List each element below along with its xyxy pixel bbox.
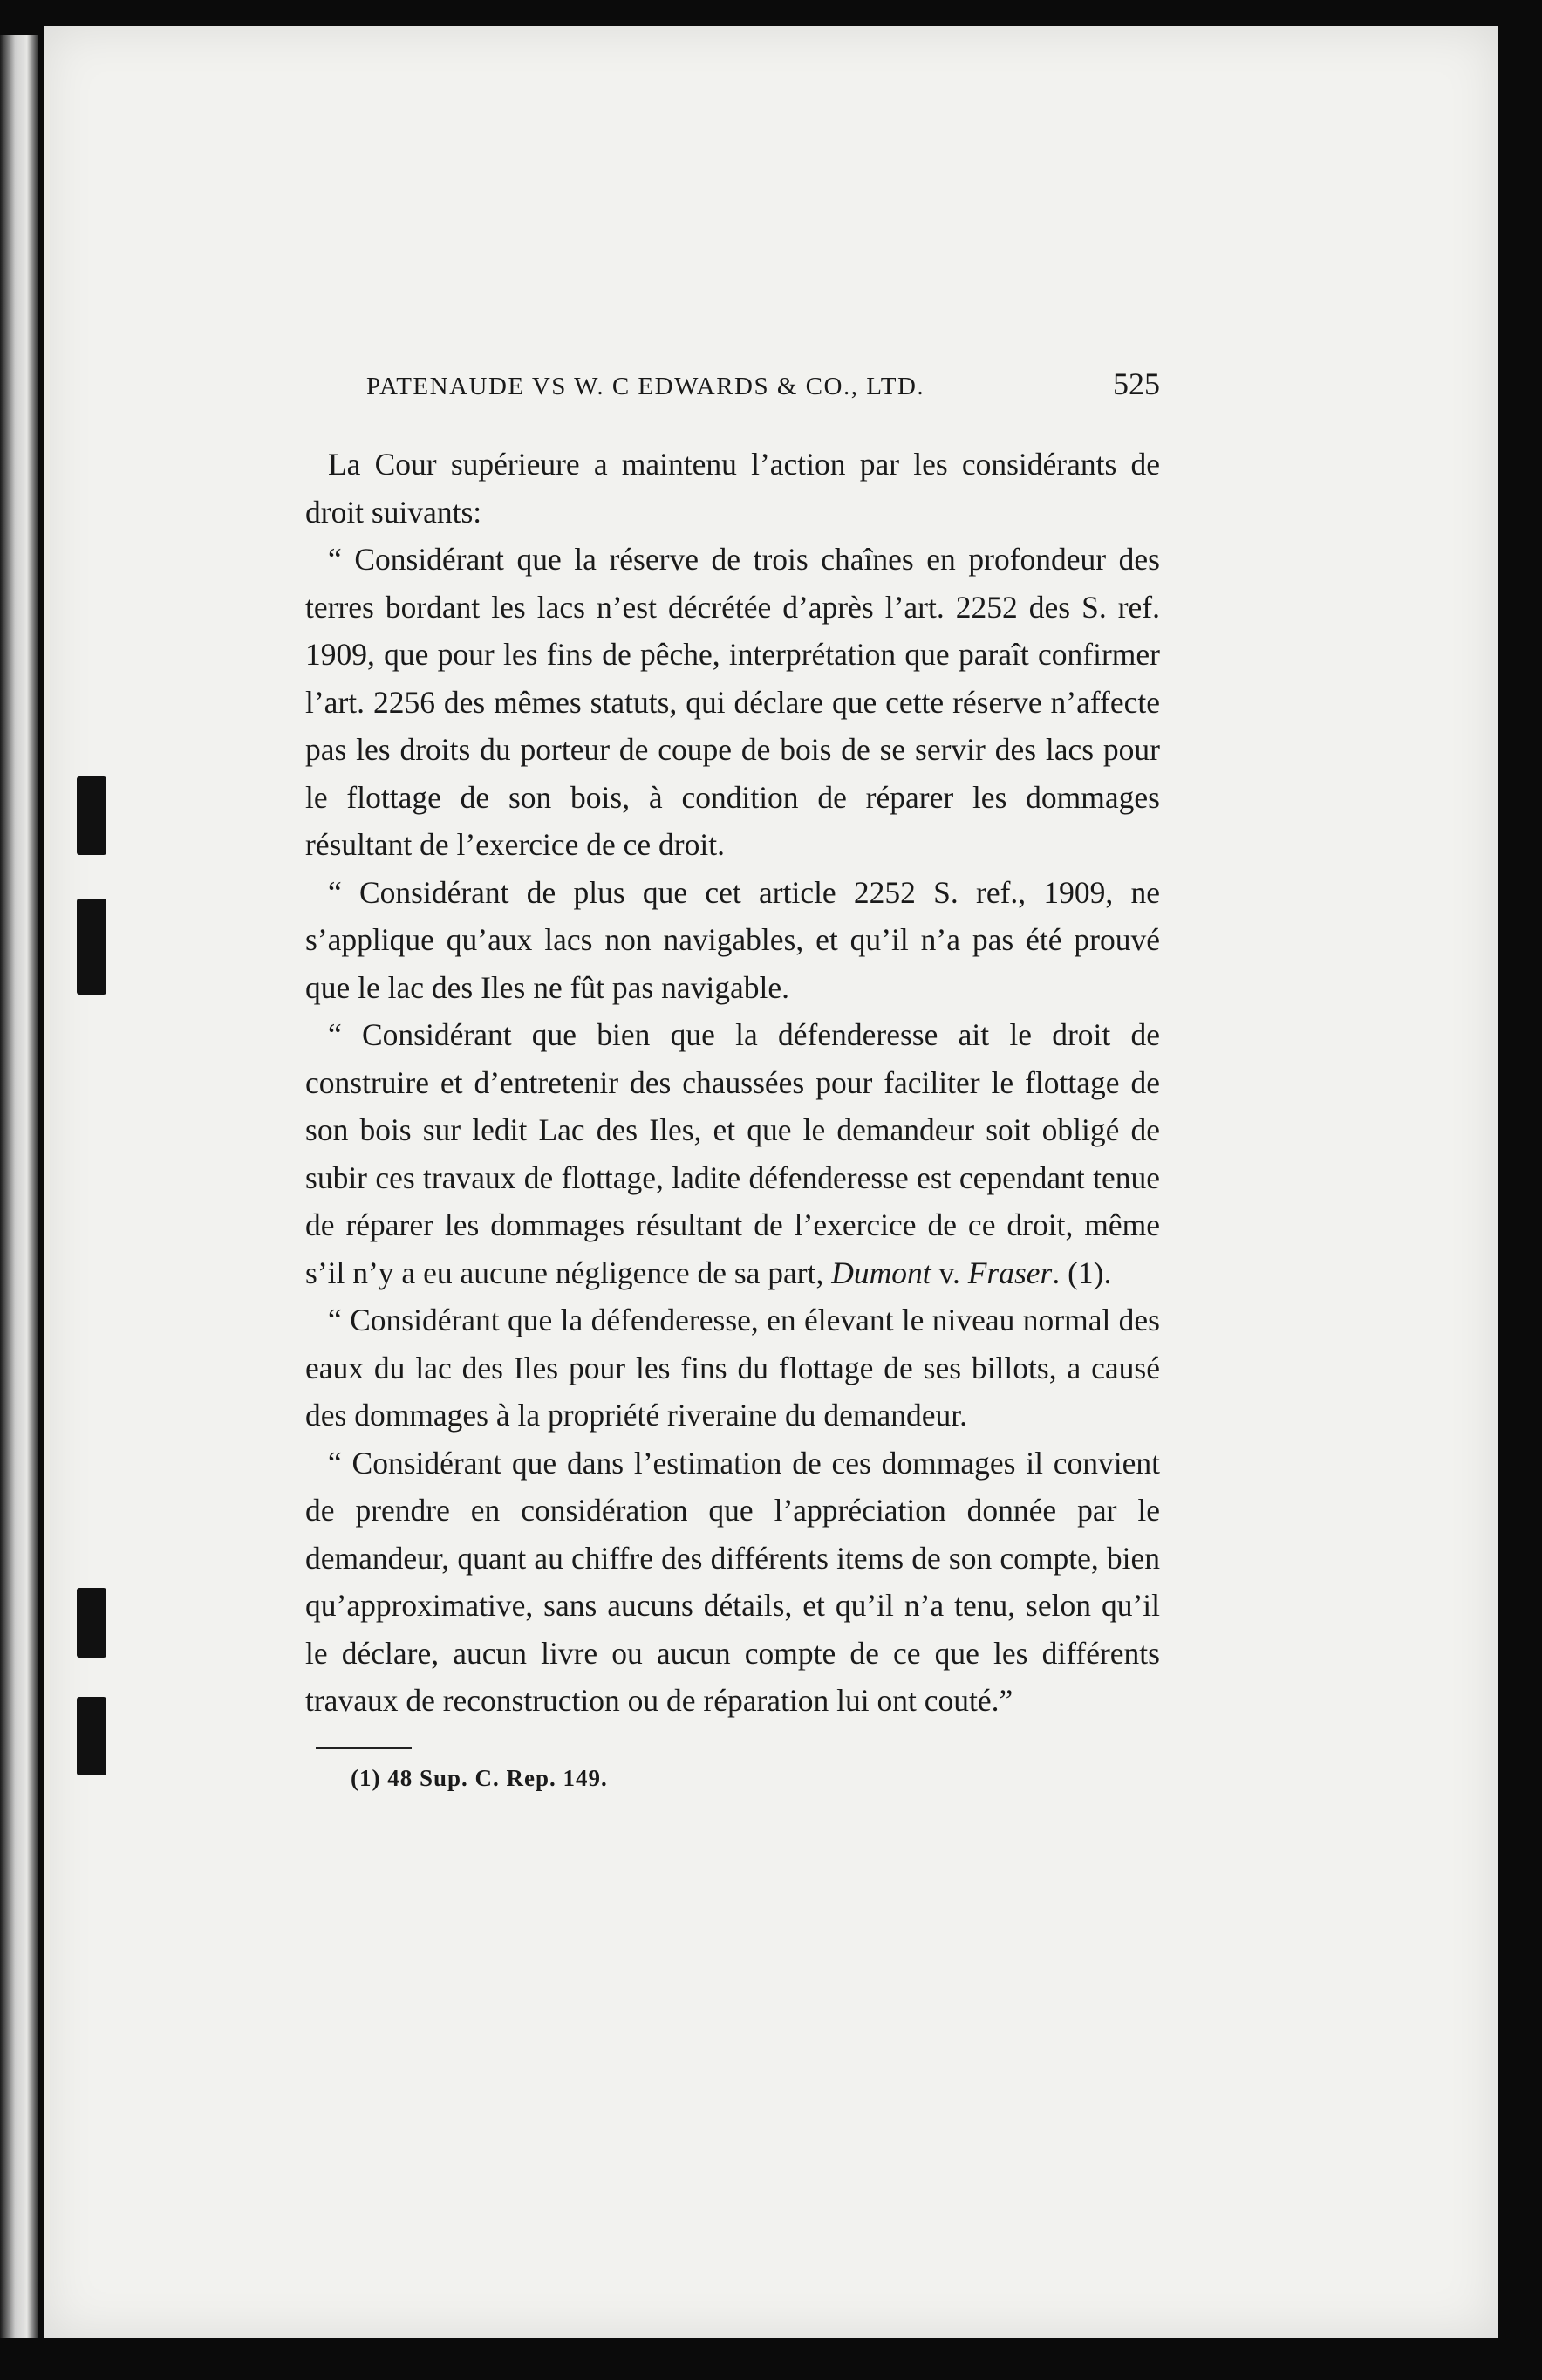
footnote-reference: . (1). [1052, 1255, 1112, 1290]
page-header [305, 353, 1160, 406]
paragraph [305, 1011, 1160, 1296]
paragraph: “ Considérant de plus que cet article 2252 S. ref., 1909, ne s’applique qu’aux lacs non navigables, et qu’il n’a pas été prouvé que le lac des Iles ne fût pas navigable. [305, 874, 1160, 1005]
paragraph-text: “ Considérant que bien que la défenderesse ait le droit de construire et d’entretenir des chaussées pour faciliter le flottage de son bois sur ledit Lac des Iles, et que le demandeur soit obligé de subir ces travaux de flottage, ladite défenderesse est cependant tenue de réparer les dommages résultant de l’exercice de ce droit, même s’il n’y a eu aucune négligence de sa part, [305, 1017, 1160, 1290]
paragraph: “ Considérant que dans l’estimation de ces dommages il convient de prendre en considération que l’appréciation donnée par le demandeur, quant au chiffre des différents items de son compte, bien qu’approximative, sans aucuns détails, et qu’il n’a tenu, selon qu’il le déclare, aucun livre ou aucun compte de ce que les différents travaux de reconstruction ou de réparation lui ont couté.” [305, 1445, 1160, 1718]
paragraph: “ Considérant que la réserve de trois chaînes en profondeur des terres bordant les lacs n’est décrétée d’après l’art. 2252 des S. ref. 1909, que pour les fins de pêche, interprétation que paraît confirmer l’art. 2256 des mêmes statuts, qui déclare que cette réserve n’affecte pas les droits du porteur de coupe de bois de se servir des lacs pour le flottage de son bois, à condition de réparer les dommages résultant de l’exercice de ce droit. [305, 542, 1160, 862]
case-versus: v. [931, 1255, 968, 1290]
page-number: 525 [1113, 366, 1160, 401]
footnote-divider [316, 1747, 412, 1749]
case-party: Fraser [967, 1255, 1053, 1290]
binding-mark [77, 1588, 106, 1658]
paragraph: La Cour supérieure a maintenu l’action par les considérants de droit suivants: [305, 447, 1160, 530]
previous-page-edge [0, 35, 38, 2338]
footnote: (1) 48 Sup. C. Rep. 149. [351, 1764, 608, 1791]
binding-mark [77, 899, 106, 995]
page-content [305, 353, 1160, 1792]
case-name: Dumont [831, 1255, 931, 1290]
paragraph: “ Considérant que la défenderesse, en élevant le niveau normal des eaux du lac des Iles pour les fins du flottage de ses billots, a causé des dommages à la propriété riveraine du demandeur. [305, 1303, 1160, 1433]
running-head: PATENAUDE VS W. C EDWARDS & CO., LTD. [366, 373, 925, 400]
binding-mark [77, 1697, 106, 1775]
binding-mark [77, 776, 106, 855]
